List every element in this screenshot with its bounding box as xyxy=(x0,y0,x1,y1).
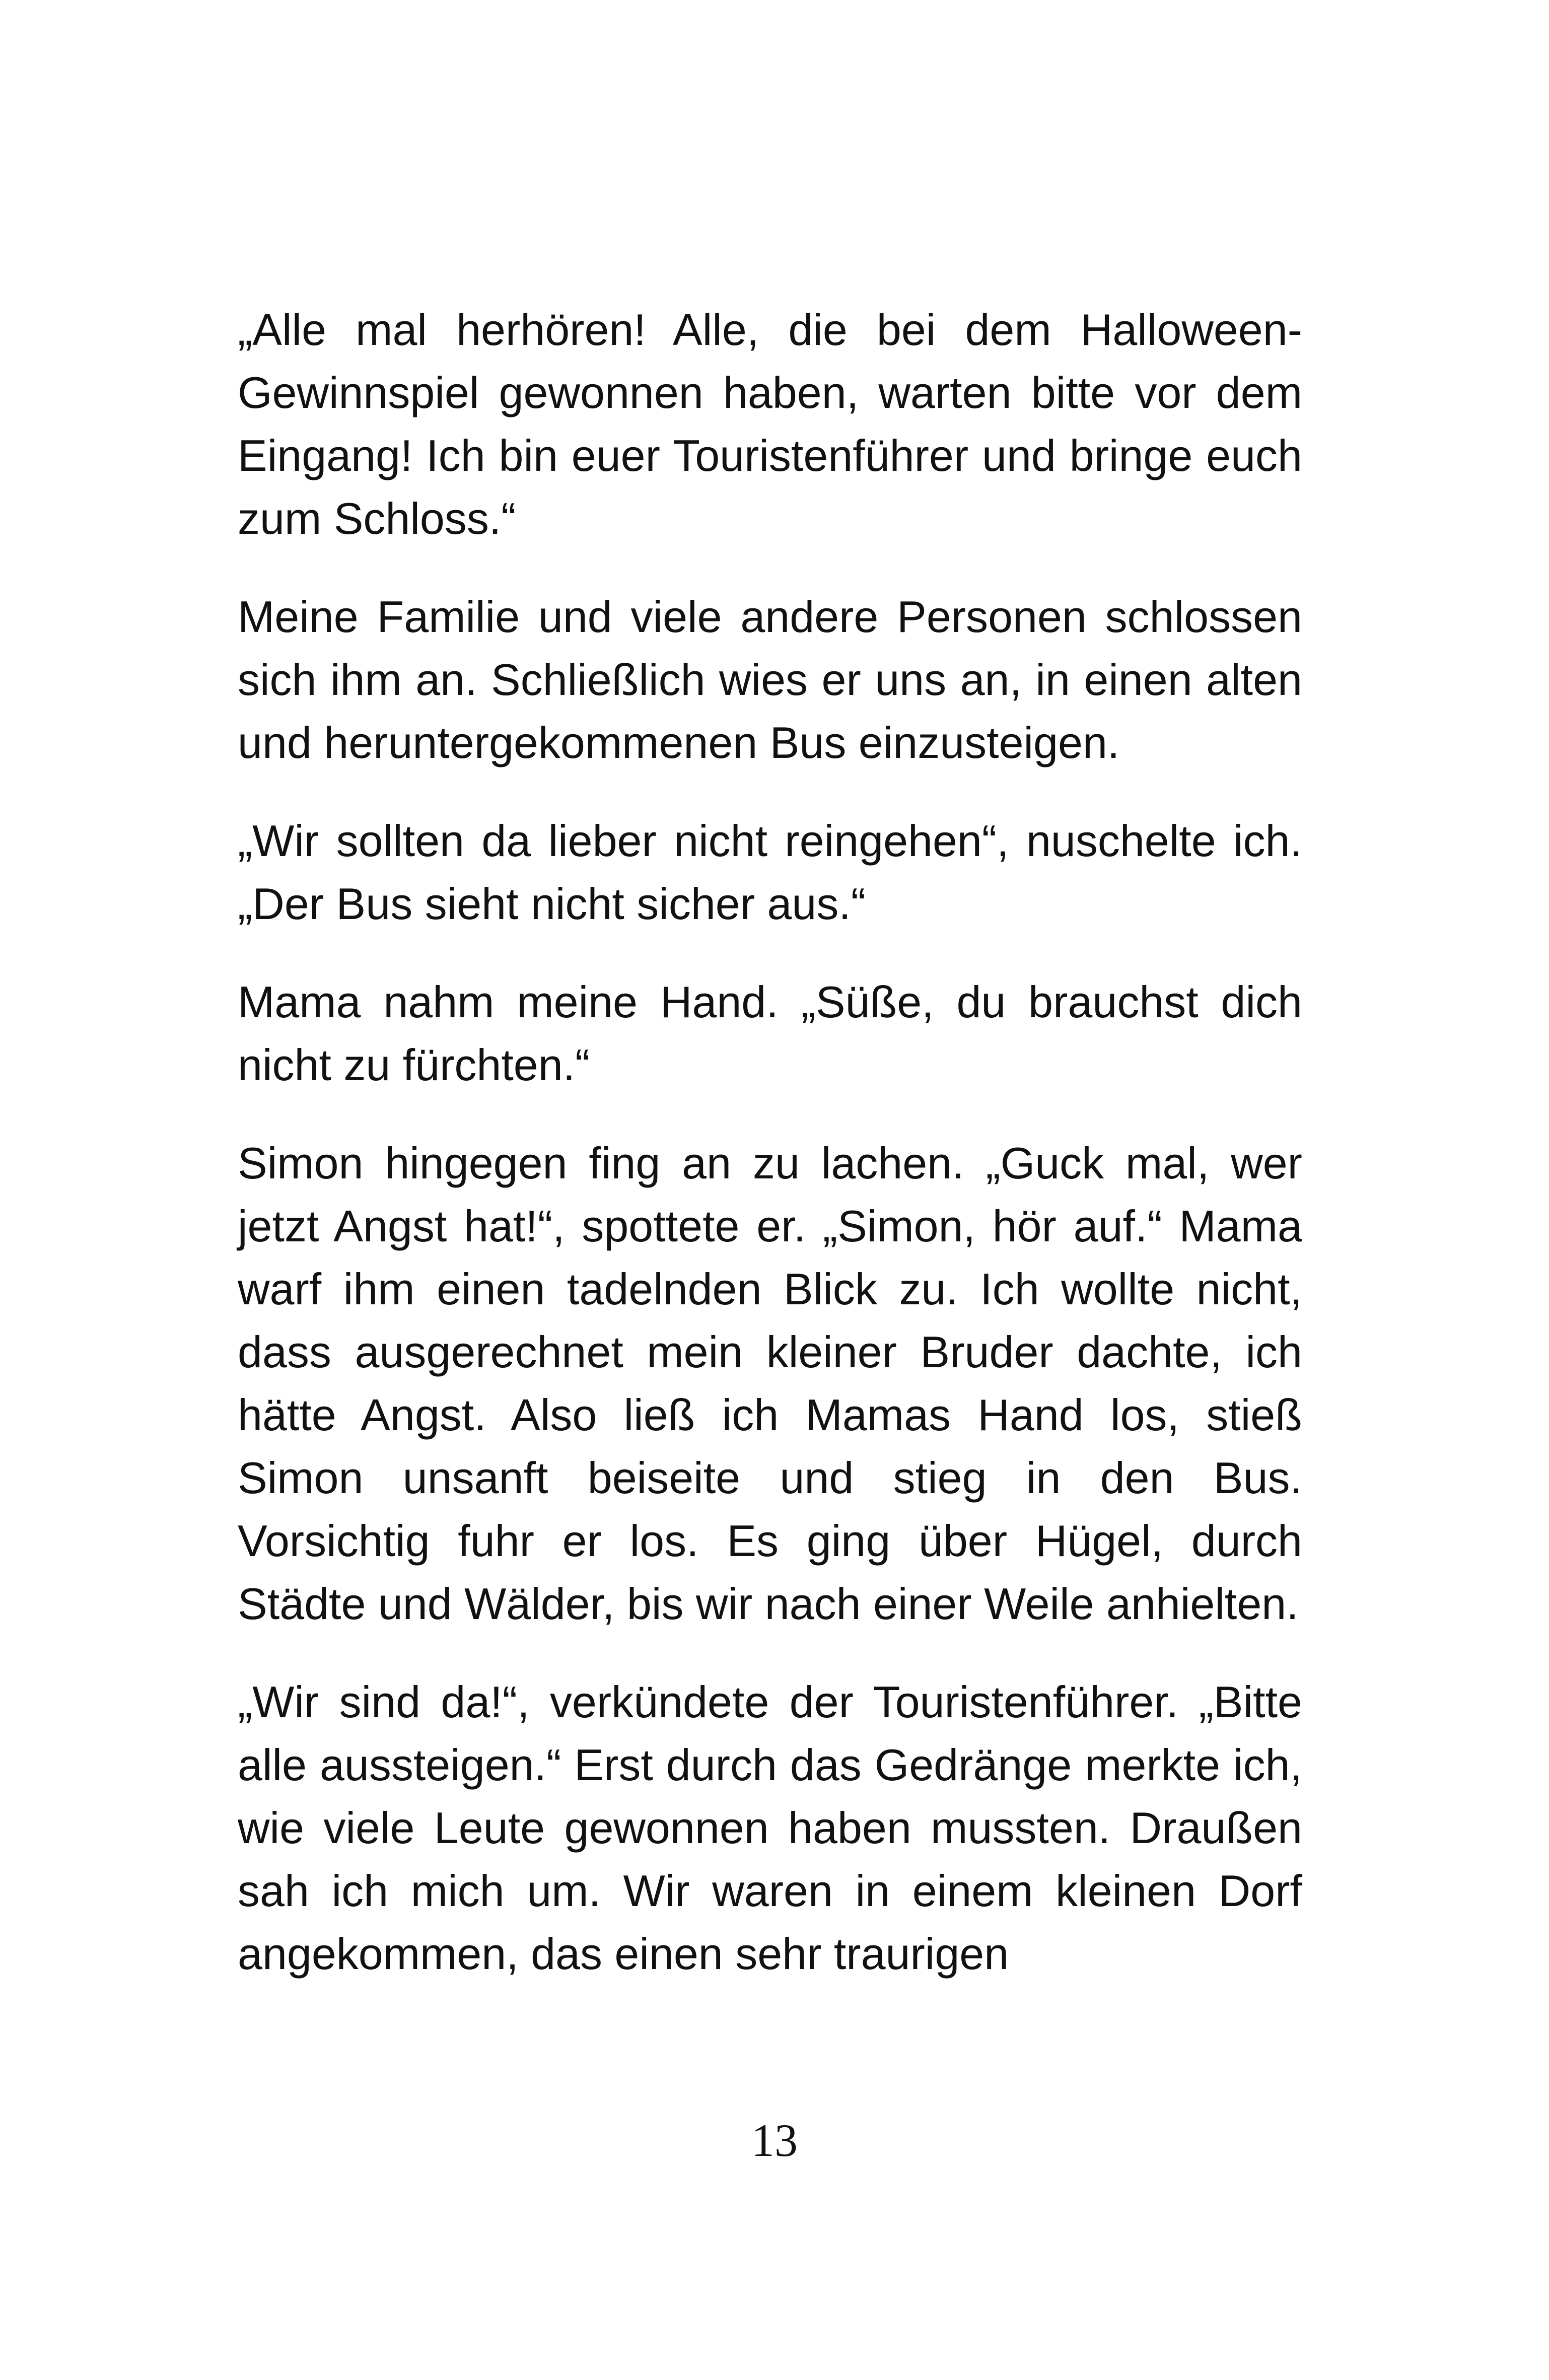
paragraph-1: „Alle mal herhören! Alle, die bei dem Halloween-Gewinnspiel gewonnen haben, warten bitte vor dem Eingang! Ich bin euer Touristenführer und bringe euch zum Schloss.“ xyxy=(238,305,1302,543)
paragraph-6: „Wir sind da!“, verkündete der Touristenführer. „Bitte alle aussteigen.“ Erst durch das Gedränge merkte ich, wie viele Leute gewonnen haben mussten. Draußen sah ich mich um. Wir waren in einem kleinen Dorf angekommen, das einen sehr traurigen xyxy=(238,1677,1302,1979)
body-text xyxy=(238,298,1302,2020)
page-number: 13 xyxy=(751,2115,798,2166)
paragraph-2: Meine Familie und viele andere Personen schlossen sich ihm an. Schließlich wies er uns an, in einen alten und heruntergekommenen Bus einzusteigen. xyxy=(238,592,1302,767)
paragraph-4: Mama nahm meine Hand. „Süße, du brauchst dich nicht zu fürchten.“ xyxy=(238,977,1302,1090)
paragraph-5: Simon hingegen fing an zu lachen. „Guck mal, wer jetzt Angst hat!“, spottete er. „Simon, hör auf.“ Mama warf ihm einen tadelnden Blick zu. Ich wollte nicht, dass ausgerechnet mein kleiner Bruder dachte, ich hätte Angst. Also ließ ich Mamas Hand los, stieß Simon unsanft beiseite und stieg in den Bus. Vorsichtig fuhr er los. Es ging über Hügel, durch Städte und Wälder, bis wir nach einer Weile anhielten. xyxy=(238,1138,1302,1629)
paragraph-3: „Wir sollten da lieber nicht reingehen“, nuschelte ich. „Der Bus sieht nicht sicher aus.“ xyxy=(238,816,1302,929)
